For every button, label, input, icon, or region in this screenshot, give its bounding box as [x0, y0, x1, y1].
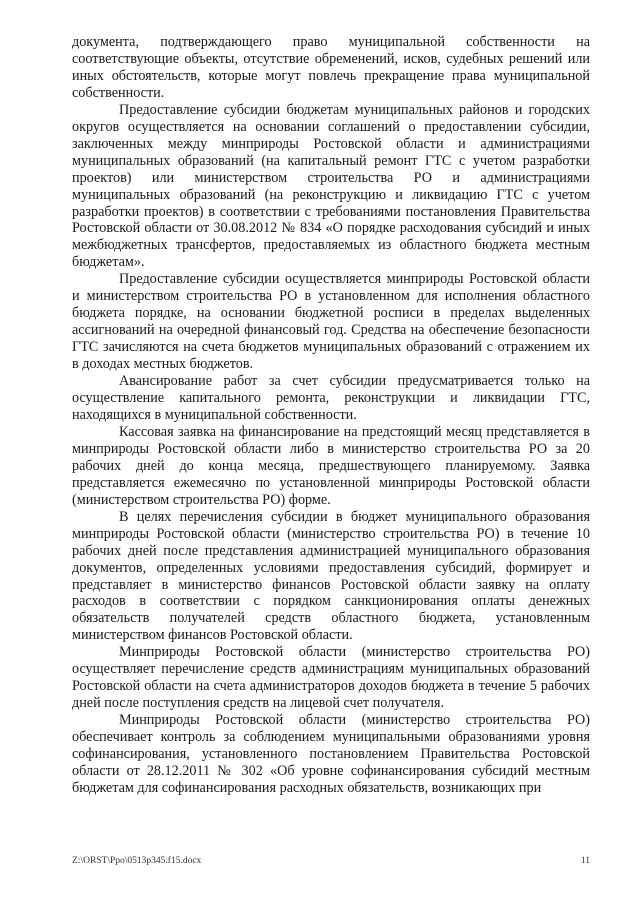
paragraph-cofinancing-control: Минприроды Ростовской области (министерство строительства РО) обеспечивает контроль за соблюдением муниципальными образованиями уровня софинансирования, установленного постановлением Правительства Ростовской области от 28.12.2011 № 302 «Об уровне софинансирования субсидий местным бюджетам для софинансирования расходных обязательств, возникающих при	[72, 712, 590, 796]
page-number: 11	[580, 856, 590, 866]
paragraph-funds-transfer: Минприроды Ростовской области (министерство строительства РО) осуществляет перечисление средств администрациям муниципальных образований Ростовской области на счета администраторов доходов бюджета в течение 5 рабочих дней после поступления средств на лицевой счет получателя.	[72, 644, 590, 712]
paragraph-transfer-procedure: В целях перечисления субсидии в бюджет муниципального образования минприроды Ростовской области (министерство строительства РО) в течение 10 рабочих дней после представления администрацией муниципального образования документов, определенных условиями предоставления субсидий, формирует и представляет в министерство финансов Ростовской области заявку на оплату расходов в соответствии с порядком санкционирования оплаты денежных обязательств получателей средств областного бюджета, установленным министерством финансов Ростовской области.	[72, 508, 590, 644]
paragraph-continuation: документа, подтверждающего право муниципальной собственности на соответствующие объекты, отсутствие обременений, исков, судебных решений или иных обстоятельств, которые могут повлечь прекращение права муниципальной собственности.	[72, 34, 590, 101]
paragraph-advance-payment: Авансирование работ за счет субсидии предусматривается только на осуществление капитального ремонта, реконструкции и ликвидации ГТС, находящихся в муниципальной собственности.	[72, 373, 590, 423]
document-body	[72, 34, 590, 797]
paragraph-subsidy-provision: Предоставление субсидии осуществляется минприроды Ростовской области и министерством строительства РО в установленном для исполнения областного бюджета порядке, на основании бюджетной росписи в пределах выделенных ассигнований на очередной финансовый год. Средства на обеспечение безопасности ГТС зачисляются на счета бюджетов муниципальных образований с отражением их в доходах местных бюджетов.	[72, 271, 590, 373]
paragraph-subsidy-agreements: Предоставление субсидии бюджетам муниципальных районов и городских округов осуществляется на основании соглашений о предоставлении субсидии, заключенных между минприроды Ростовской области и администрациями муниципальных образований (на капитальный ремонт ГТС с учетом разработки проектов) или министерством строительства РО и администрациями муниципальных образований (на реконструкцию и ликвидацию ГТС с учетом разработки проектов) в соответствии с требованиями постановления Правительства Ростовской области от 30.08.2012 № 834 «О порядке расходования субсидий и иных межбюджетных трансфертов, предоставляемых из областного бюджета местным бюджетам».	[72, 101, 590, 271]
footer-file-path: Z:\ORST\Ppo\0513p345.f15.docx	[72, 856, 202, 866]
paragraph-cash-request: Кассовая заявка на финансирование на предстоящий месяц представляется в минприроды Ростовской области либо в министерство строительства РО за 20 рабочих дней до конца месяца, предшествующего планируемому. Заявка представляется ежемесячно по установленной минприроды Ростовской области (министерством строительства РО) форме.	[72, 423, 590, 508]
